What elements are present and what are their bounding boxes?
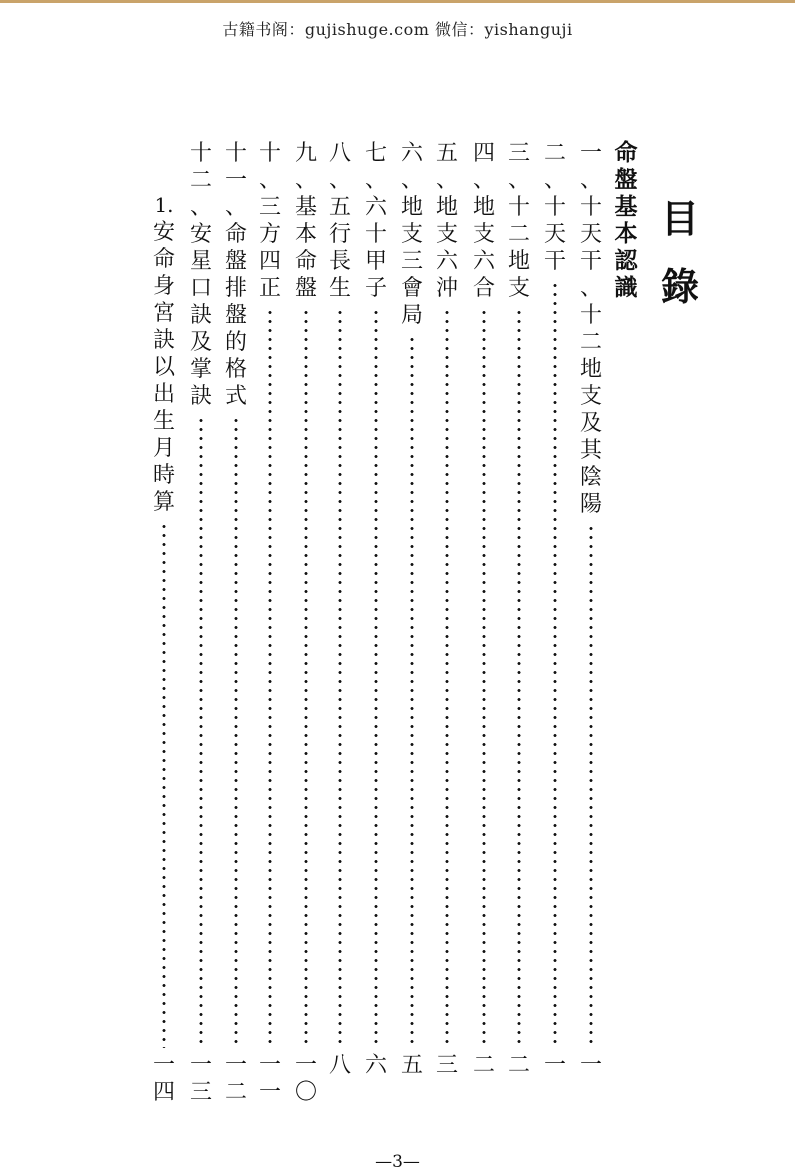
toc-entry-title: 十 天 干: [543, 195, 566, 274]
toc-entry-page: 一 二: [224, 1053, 247, 1105]
toc-entry-number: 四 、: [472, 141, 495, 193]
toc-entry-page: 五: [400, 1053, 423, 1078]
toc-entry-page: 一 〇: [294, 1053, 317, 1105]
section-title-text: 命 盤 基 本 認 識: [614, 140, 638, 301]
toc-entry: [397, 140, 427, 329]
toc-entry-title: 地 支 六 沖: [435, 195, 458, 301]
dot-leader: [234, 416, 238, 1048]
toc-entry-title: 十 二 地 支: [507, 195, 530, 301]
toc-entry-number: 七 、: [364, 141, 387, 193]
toc-entry-page: 二: [472, 1053, 495, 1078]
toc-entry-title: 地 支 三 會 局: [400, 195, 423, 328]
dot-leader: [162, 522, 166, 1048]
toc-entry-title: 基 本 命 盤: [294, 195, 317, 301]
toc-entry-title: 安 命 身 宮 訣 以 出 生 月 時 算: [152, 220, 175, 515]
dot-leader: [374, 308, 378, 1048]
toc-entry-number: 二 、: [543, 141, 566, 193]
toc-entry: [504, 140, 534, 302]
toc-entry-page: 一: [579, 1053, 602, 1078]
toc-entry: [469, 140, 499, 302]
toc-entry-title: 命 盤 排 盤 的 格 式: [224, 222, 247, 409]
dot-leader: [199, 416, 203, 1048]
page-title-char: 錄: [660, 265, 699, 309]
toc-entry-title: 三 方 四 正: [258, 195, 281, 301]
toc-entry-title: 六 十 甲 子: [364, 195, 387, 301]
toc-entry-number: 一 、: [579, 141, 602, 193]
dot-leader: [553, 281, 557, 1048]
toc-entry-title: 安 星 口 訣 及 掌 訣: [189, 222, 212, 409]
toc-entry-number: 九 、: [294, 141, 317, 193]
toc-entry-number: 十 一 、: [224, 141, 247, 220]
page-title-char: 目: [660, 197, 699, 241]
toc-entry-number: 十 、: [258, 141, 281, 193]
toc-entry-title: 十 天 干 、 十 二 地 支 及 其 陰 陽: [579, 195, 602, 517]
toc-entry-page: 一: [543, 1053, 566, 1078]
toc-entry: [186, 140, 216, 410]
toc-entry: [540, 140, 570, 275]
toc-entry-number: 五 、: [435, 141, 458, 193]
toc-entry: [325, 140, 355, 302]
dot-leader: [589, 524, 593, 1048]
toc-entry: [221, 140, 251, 410]
toc-entry: [255, 140, 285, 302]
toc-entry-title: 五 行 長 生: [328, 195, 351, 301]
toc-entry-number: 1.: [154, 193, 174, 217]
toc-entry-number: 八 、: [328, 141, 351, 193]
page-number: —3—: [375, 1152, 420, 1172]
toc-entry: [361, 140, 391, 302]
toc-entry-page: 八: [328, 1053, 351, 1078]
dot-leader: [268, 308, 272, 1048]
toc-entry: [432, 140, 462, 302]
toc-entry: [149, 192, 179, 516]
dot-leader: [338, 308, 342, 1048]
toc-entry-number: 六 、: [400, 141, 423, 193]
toc-entry-page: 一 四: [152, 1053, 175, 1105]
toc-entry: [576, 140, 606, 518]
toc-entry-page: 一 一: [258, 1053, 281, 1105]
section-title: [611, 140, 641, 302]
toc-entry-page: 一 三: [189, 1053, 212, 1105]
toc-entry-page: 二: [507, 1053, 530, 1078]
top-border: [0, 0, 795, 3]
watermark-header: 古籍书阁：gujishuge.com 微信：yishanguji: [222, 20, 573, 39]
dot-leader: [410, 335, 414, 1048]
toc-entry-number: 十 二 、: [189, 141, 212, 220]
toc-entry-page: 三: [435, 1053, 458, 1078]
toc-entry: [291, 140, 321, 302]
dot-leader: [482, 308, 486, 1048]
dot-leader: [445, 308, 449, 1048]
page-title: [654, 197, 706, 336]
toc-entry-title: 地 支 六 合: [472, 195, 495, 301]
toc-entry-page: 六: [364, 1053, 387, 1078]
toc-entry-number: 三 、: [507, 141, 530, 193]
dot-leader: [517, 308, 521, 1048]
dot-leader: [304, 308, 308, 1048]
